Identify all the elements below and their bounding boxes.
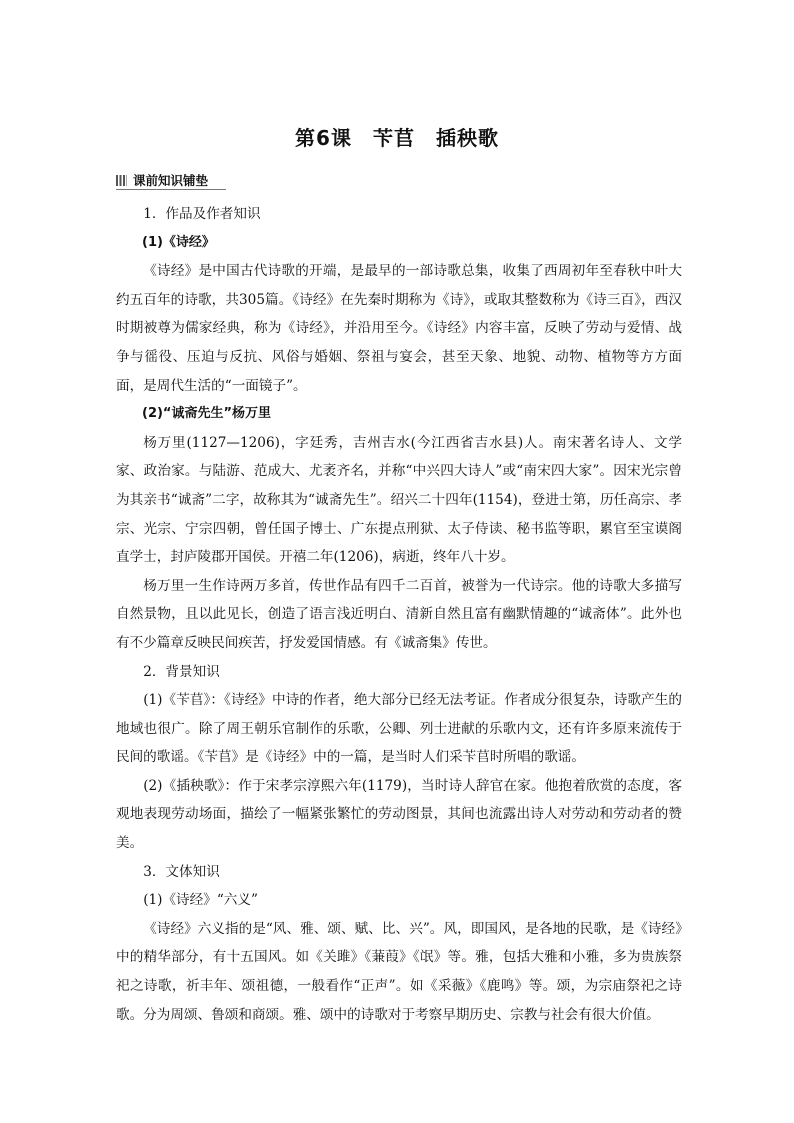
section-label-text: 课前知识铺垫 [133, 173, 209, 188]
paragraph-yang-works: 杨万里一生作诗两万多首，传世作品有四千二百首，被誉为一代诗宗。他的诗歌大多描写自然景物，且以此见长，创造了语言浅近明白、清新自然且富有幽默情趣的“诚斋体”。此外也有不少篇章反映民间疾苦，抒发爱国情感。有《诚斋集》传世。 [116, 577, 682, 651]
paragraph-yang-bio: 杨万里(1127—1206)，字廷秀，吉州吉水(今江西省吉水县)人。南宋著名诗人、文学家、政治家。与陆游、范成大、尤袤齐名，并称“中兴四大诗人”或“南宋四大家”。因宋光宗曾为其亲书“诚斋”二字，故称其为“诚斋先生”。绍兴二十四年(1154)，登进士第，历任高宗、孝宗、光宗、宁宗四朝，曾任国子博士、广东提点刑狱、太子侍读、秘书监等职，累官至宝谟阁直学士，封庐陵郡开国侯。开禧二年(1206)，病逝，终年八十岁。 [116, 434, 682, 566]
page-title: 第6课 苄苢 插秧歌 [295, 126, 499, 150]
heading-works-authors: 1．作品及作者知识 [143, 206, 261, 222]
paragraph-fuyi-background: (1)《苄苢》：《诗经》中诗的作者，绝大部分已经无法考证。作者成分很复杂，诗歌产生的地域也很广。除了周王朝乐官制作的乐歌，公卿、列士进献的乐歌内文，还有许多原来流传于民间的歌谣。《苄苢》是《诗经》中的一篇，是当时人们采苄苢时所唱的歌谣。 [116, 692, 682, 766]
paragraph-liuyi: 《诗经》六义指的是“风、雅、颂、赋、比、兴”。风，即国风，是各地的民歌，是《诗经》中的精华部分，有十五国风。如《关雎》《蒹葭》《氓》等。雅，包括大雅和小雅，多为贵族祭祀之诗歌，祈丰年、颂祖德，一般看作“正声”。如《采薇》《鹿鸣》等。颂，为宗庙祭祀之诗歌。分为周颂、鲁颂和商颂。雅、颂中的诗歌对于考察早期历史、宗教与社会有很大价值。 [116, 920, 682, 1023]
content-body [116, 200, 682, 1029]
subheading-yang-wanli: (2)“诚斋先生”杨万里 [142, 406, 272, 422]
section-bars-icon [116, 175, 127, 186]
section-label [116, 171, 226, 190]
heading-genre: 3．文体知识 [143, 863, 220, 880]
paragraph-chayangge-background: (2)《插秧歌》：作于宋孝宗淳熙六年(1179)，当时诗人辞官在家。他抱着欣赏的态度，客观地表现劳动场面，描绘了一幅紧张繁忙的劳动图景，其间也流露出诗人对劳动和劳动者的赞美。 [116, 777, 682, 852]
heading-background: 2．背景知识 [143, 663, 220, 680]
subheading-shijing: (1)《诗经》 [142, 234, 215, 250]
subheading-liuyi: (1)《诗经》“六义” [143, 892, 258, 909]
paragraph-shijing: 《诗经》是中国古代诗歌的开端，是最早的一部诗歌总集，收集了西周初年至春秋中叶大约五百年的诗歌，共305篇。《诗经》在先秦时期称为《诗》，或取其整数称为《诗三百》，西汉时期被尊为儒家经典，称为《诗经》，并沿用至今。《诗经》内容丰富，反映了劳动与爱情、战争与徭役、压迫与反抗、风俗与婚姻、祭祖与宴会，甚至天象、地貌、动物、植物等方方面面，是周代生活的“一面镜子”。 [116, 263, 682, 394]
